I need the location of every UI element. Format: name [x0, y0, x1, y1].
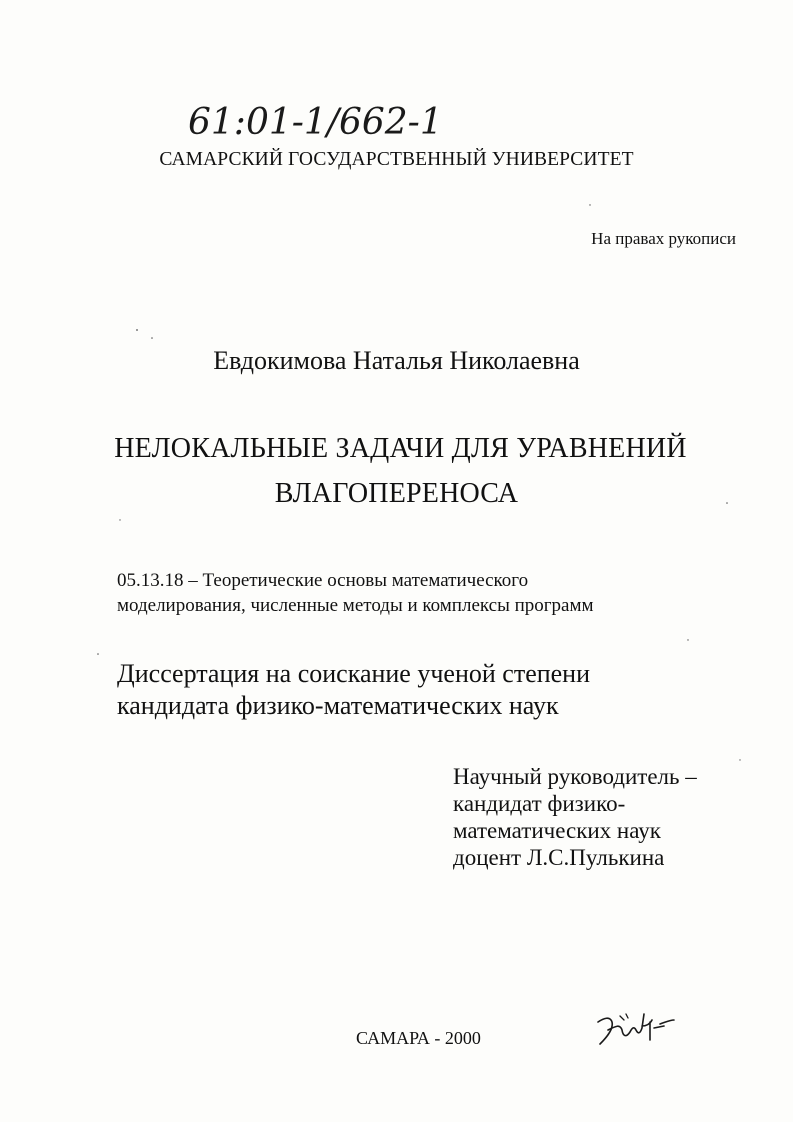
- specialty-line-1: 05.13.18 – Теоретические основы математического: [117, 570, 529, 591]
- manuscript-rights-note: На правах рукописи: [591, 229, 736, 248]
- supervisor-line-4: доцент Л.С.Пулькина: [453, 845, 665, 870]
- thesis-title-line-2: ВЛАГОПЕРЕНОСА: [274, 478, 519, 509]
- specialty-code: [117, 568, 594, 618]
- thesis-title-line-1: НЕЛОКАЛЬНЫЕ ЗАДАЧИ ДЛЯ УРАВНЕНИЙ: [114, 433, 687, 464]
- university-name: САМАРСКИЙ ГОСУДАРСТВЕННЫЙ УНИВЕРСИТЕТ: [159, 149, 634, 170]
- handwritten-catalog-number: [186, 96, 526, 142]
- degree-line-1: Диссертация на соискание ученой степени: [117, 659, 591, 688]
- supervisor-line-1: Научный руководитель –: [453, 764, 697, 789]
- handwritten-signature: [590, 1000, 680, 1055]
- specialty-line-2: моделирования, численные методы и комплексы программ: [117, 595, 594, 616]
- degree-line-2: кандидата физико-математических наук: [117, 691, 559, 720]
- supervisor-block: [453, 763, 697, 871]
- supervisor-line-2: кандидат физико-: [453, 791, 626, 816]
- degree-statement: [117, 658, 590, 722]
- city-year: САМАРА - 2000: [356, 1028, 481, 1048]
- supervisor-line-3: математических наук: [453, 818, 661, 843]
- svg-text:61:01-1/662-1: 61:01-1/662-1: [188, 102, 443, 142]
- author-name: Евдокимова Наталья Николаевна: [213, 346, 580, 375]
